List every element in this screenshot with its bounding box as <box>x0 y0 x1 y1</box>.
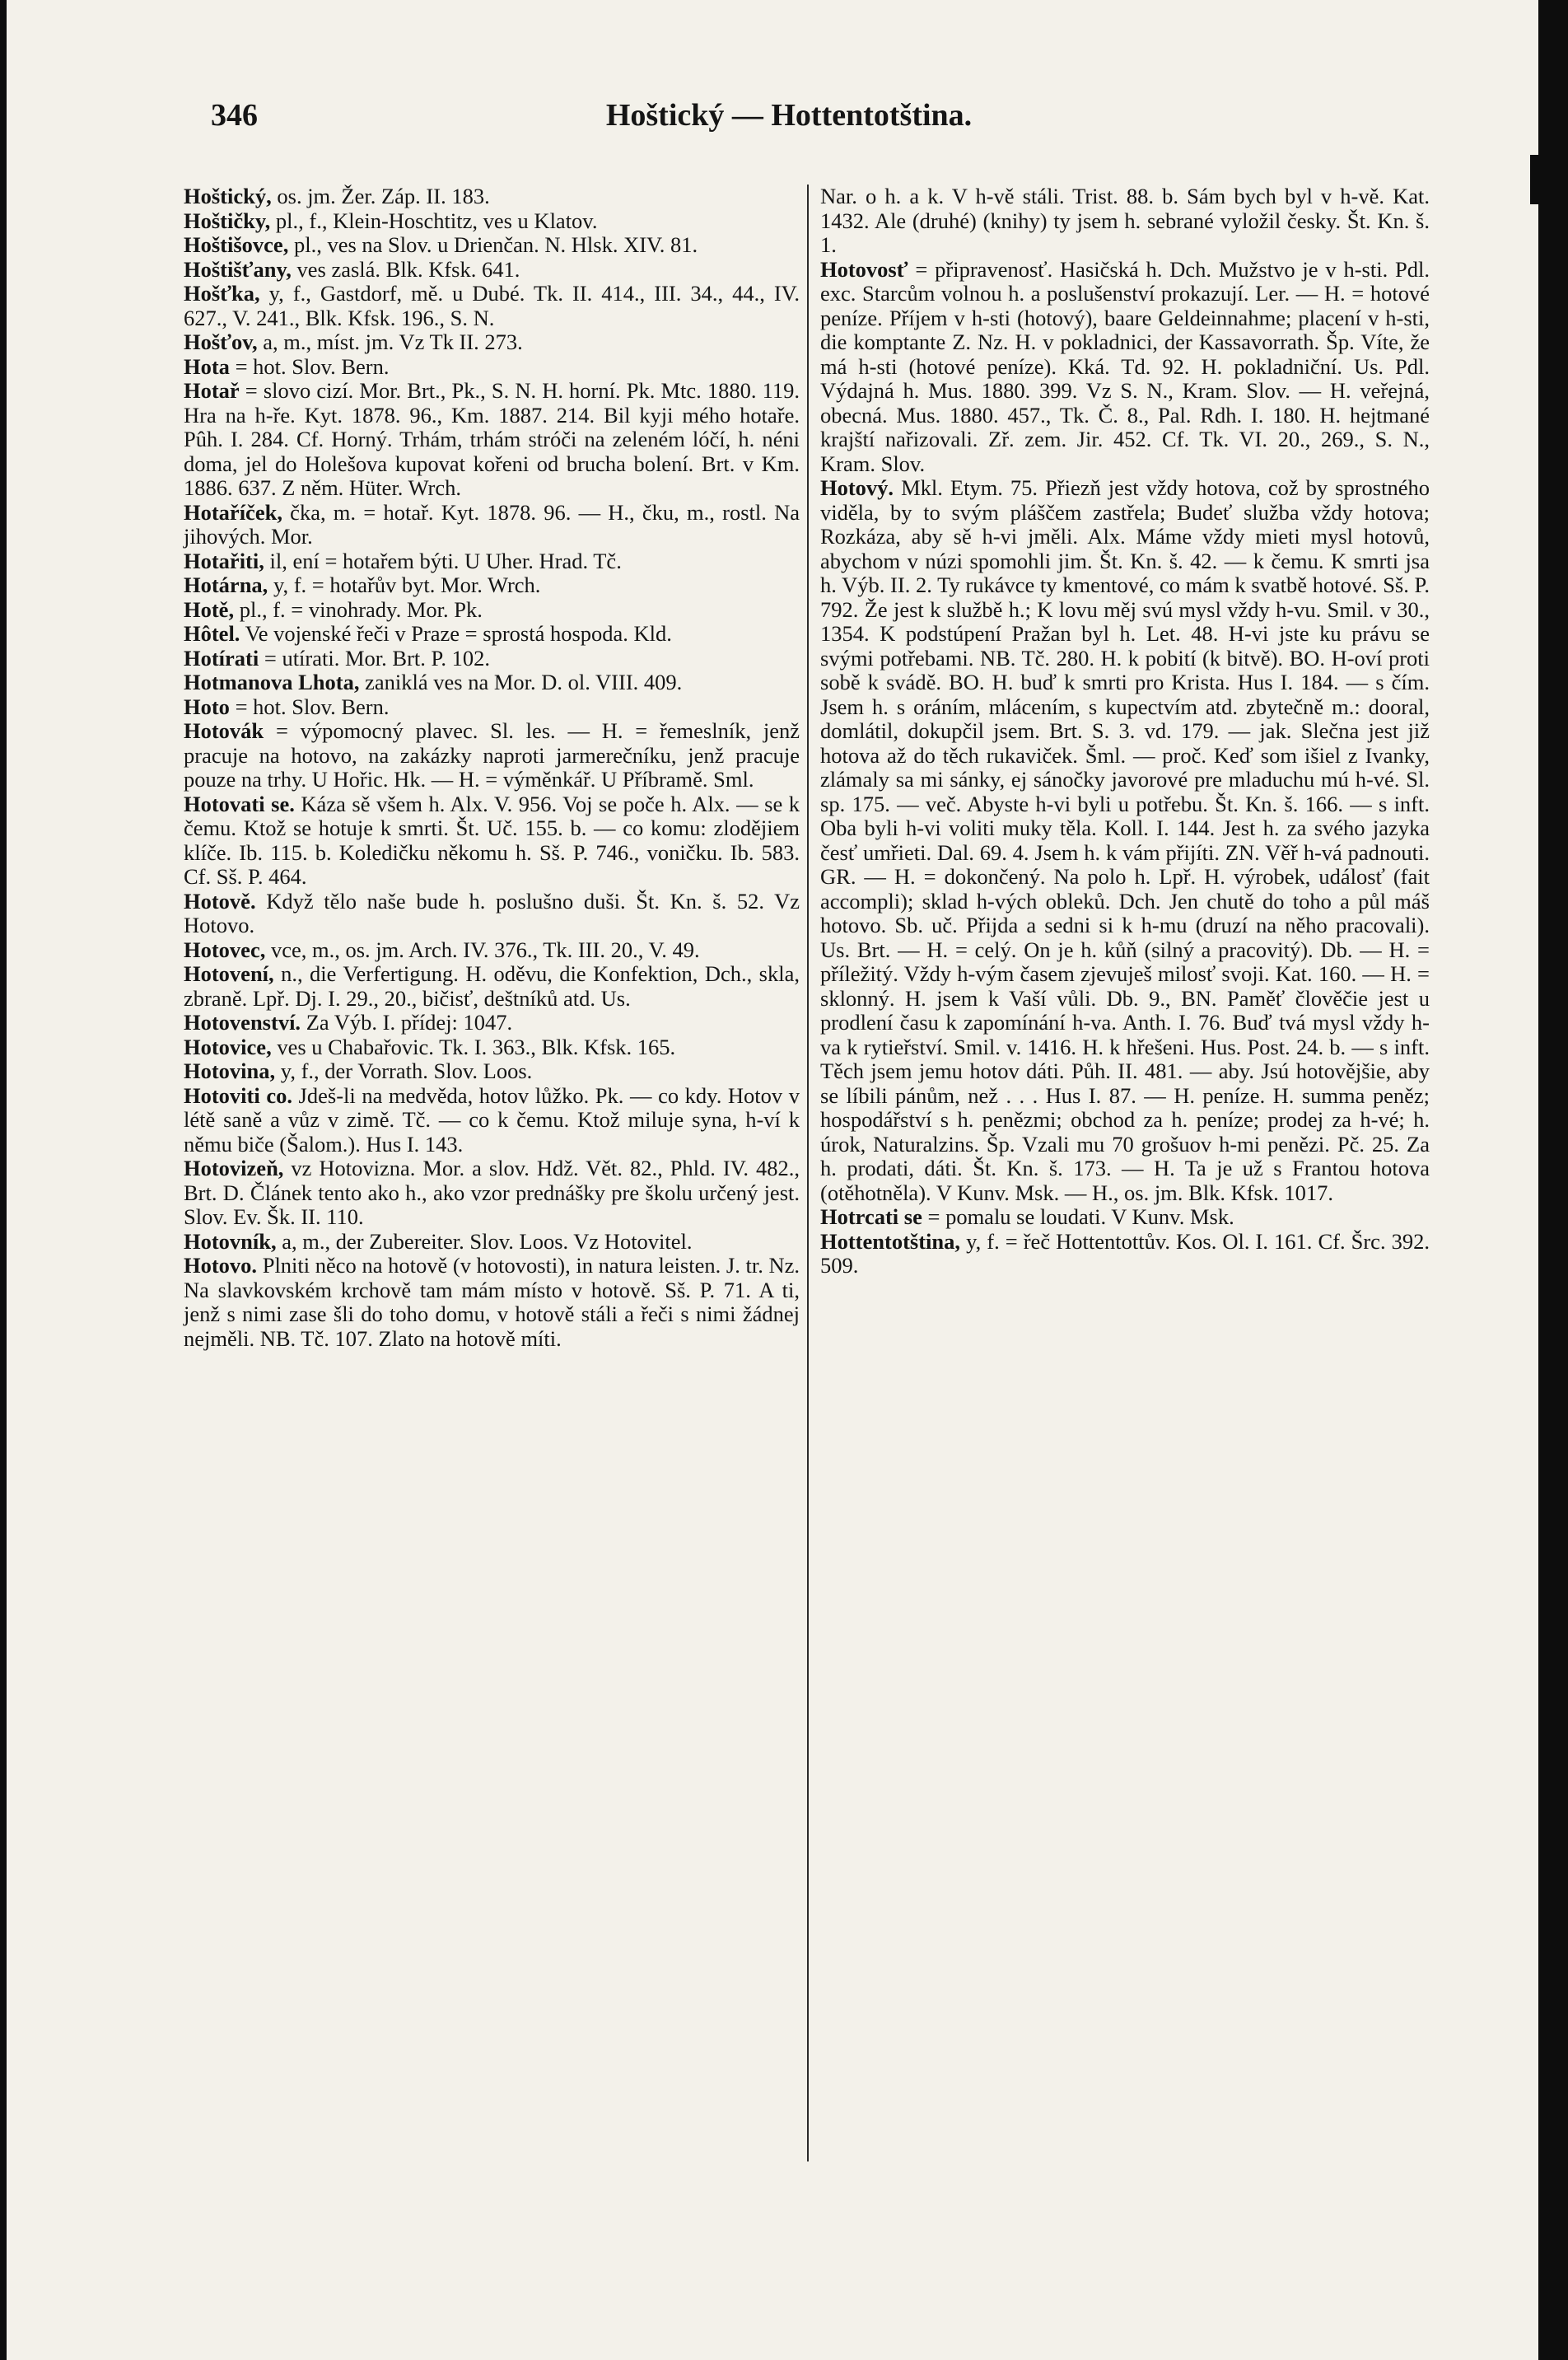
dictionary-page <box>7 0 1538 2360</box>
dictionary-entry <box>184 792 800 890</box>
entry-headword: Hotárna, <box>184 572 268 597</box>
entry-text: čka, m. = hotař. Kyt. 1878. 96. — H., čku, m., rostl. Na jihových. Mor. <box>184 499 800 549</box>
entry-text: il, ení = hotařem býti. U Uher. Hrad. Tč. <box>264 548 622 573</box>
entry-headword: Hotovice, <box>184 1034 272 1059</box>
entry-text: zaniklá ves na Mor. D. ol. VIII. 409. <box>359 670 683 694</box>
entry-headword: Hoštičky, <box>184 208 271 233</box>
page-title: Hoštický — Hottentotština. <box>605 98 973 133</box>
dictionary-entry <box>820 1230 1430 1278</box>
dictionary-entry <box>184 1035 800 1060</box>
page-number: 346 <box>211 98 258 133</box>
entry-headword: Hotovák <box>184 718 264 743</box>
left-column <box>184 185 800 1351</box>
entry-text: Jdeš-li na medvěda, hotov lůžko. Pk. — co kdy. Hotov v létě saně a vůz v zimě. Tč. — co k čemu. Ktož miluje syna, h-ví k němu biče (Šalom.). Hus I. 143. <box>184 1082 800 1157</box>
entry-text: Když tělo naše bude h. poslušno duši. Št. Kn. š. 52. Vz Hotovo. <box>184 888 800 937</box>
page-edge-mark <box>1530 155 1538 204</box>
entry-headword: Hotmanova Lhota, <box>184 670 360 694</box>
entry-text: y, f. = řeč Hottentottův. Kos. Ol. I. 161. Cf. Šrc. 392. 509. <box>820 1228 1430 1278</box>
entry-headword: Hošťka, <box>184 281 260 306</box>
entry-text: n., die Verfertigung. H. oděvu, die Konfektion, Dch., skla, zbraně. Lpř. Dj. I. 29., 20., bičisť, deštníků atd. Us. <box>184 961 800 1011</box>
dictionary-entry <box>184 647 800 671</box>
entry-text: ves zaslá. Blk. Kfsk. 641. <box>291 256 520 282</box>
entry-text: Káza sě všem h. Alx. V. 956. Voj se poče h. Alx. — se k čemu. Ktož se hotuje k smrti. Št. Uč. 155. b. — co komu: zlodějiem klíče. Ib. 115. b. Koledičku někomu h. Sš. P. 746., voničku. Ib. 583. Cf. Sš. P. 464. <box>184 791 800 889</box>
dictionary-entry <box>184 1230 800 1255</box>
entry-headword: Hoštický, <box>184 184 272 208</box>
entry-text: pl., f., Klein-Hoschtitz, ves u Klatov. <box>270 208 598 233</box>
dictionary-entry <box>184 549 800 574</box>
entry-text: ves u Chabařovic. Tk. I. 363., Blk. Kfsk. 165. <box>271 1034 676 1059</box>
entry-headword: Hotovec, <box>184 937 266 962</box>
dictionary-entry <box>820 185 1430 258</box>
entry-text: os. jm. Žer. Záp. II. 183. <box>271 184 490 208</box>
entry-text: vz Hotovizna. Mor. a slov. Hdž. Vět. 82., Phld. IV. 482., Brt. D. Článek tento ako h., ako vzor prednášky pre školu určený jest. Slov. Ev. Šk. II. 110. <box>184 1156 800 1229</box>
entry-text: = utírati. Mor. Brt. P. 102. <box>259 645 490 671</box>
entry-text: = pomalu se loudati. V Kunv. Msk. <box>922 1204 1234 1229</box>
entry-text: Za Výb. I. přídej: 1047. <box>301 1010 513 1035</box>
dictionary-entry <box>184 1011 800 1035</box>
dictionary-entry <box>184 282 800 330</box>
dictionary-entry <box>184 573 800 598</box>
dictionary-entry <box>184 1084 800 1157</box>
entry-headword: Hota <box>184 353 230 379</box>
dictionary-entry <box>184 962 800 1011</box>
dictionary-entry <box>184 209 800 234</box>
entry-text: = hot. Slov. Bern. <box>229 353 390 379</box>
entry-headword: Hoštišťany, <box>184 256 292 282</box>
entry-text: Ve vojenské řeči v Praze = sprostá hospoda. Kld. <box>240 621 672 646</box>
entry-headword: Hotovo. <box>184 1253 258 1278</box>
entry-text: pl., f. = vinohrady. Mor. Pk. <box>234 596 483 622</box>
column-divider <box>807 185 809 2161</box>
entry-headword: Hotírati <box>184 645 259 671</box>
entry-headword: Hošťov, <box>184 329 258 354</box>
dictionary-entry <box>184 233 800 258</box>
entry-headword: Hôtel. <box>184 621 240 646</box>
entry-headword: Hotoviti co. <box>184 1082 292 1108</box>
entry-text: Plniti něco na hotově (v hotovosti), in natura leisten. J. tr. Nz. Na slavkovském krchově tam mám místo v hotově. Sš. P. 71. A ti, jenž s nimi zase šli do toho domu, v hotově stáli a řeči s nimi žádnej nejměli. NB. Tč. 107. Zlato na hotově míti. <box>184 1253 800 1351</box>
entry-text: y, f., Gastdorf, mě. u Dubé. Tk. II. 414., III. 34., 44., IV. 627., V. 241., Blk. Kfsk. 196., S. N. <box>184 281 800 330</box>
entry-headword: Hotový. <box>820 475 894 500</box>
entry-headword: Hotovizeň, <box>184 1156 284 1180</box>
entry-headword: Hotař <box>184 378 240 403</box>
entry-text: = hot. Slov. Bern. <box>229 694 390 719</box>
entry-headword: Hotovati se. <box>184 791 295 816</box>
dictionary-entry <box>184 938 800 963</box>
dictionary-entry <box>184 1157 800 1230</box>
right-column <box>820 185 1430 1278</box>
entry-headword: Hotovosť <box>820 256 908 282</box>
dictionary-entry <box>184 501 800 549</box>
dictionary-entry <box>184 1254 800 1351</box>
entry-text: = připravenosť. Hasičská h. Dch. Mužstvo je v h-sti. Pdl. exc. Starcům volnou h. a poslušenství prokazují. Ler. — H. = hotové peníze. Příjem v h-sti (hotový), baare Geldeinnahme; placení v h-sti, die komptante Z. Nz. H. v pokladnici, der Kassavorrath. Šp. Víte, že má h-sti (hotové peníze). Kká. Td. 92. H. pokladniční. Us. Pdl. Výdajná h. Mus. 1880. 399. Vz S. N., Kram. Slov. — H. veřejná, obecná. Mus. 1880. 457., Tk. Č. 8., Pal. Rdh. I. 180. H. hejtmané krajští nařizovali. Zř. zem. Jir. 452. Cf. Tk. VI. 20., 269., S. N., Kram. Slov. <box>820 256 1430 476</box>
dictionary-entry <box>184 719 800 792</box>
entry-headword: Hotovenství. <box>184 1010 301 1035</box>
dictionary-entry <box>184 185 800 209</box>
entry-headword: Hoštišovce, <box>184 232 289 257</box>
entry-headword: Hotovina, <box>184 1058 276 1083</box>
dictionary-entry <box>184 258 800 283</box>
entry-text: a, m., míst. jm. Vz Tk II. 273. <box>257 329 523 354</box>
entry-headword: Hoto <box>184 694 230 719</box>
entry-headword: Hotově. <box>184 888 256 914</box>
entry-text: a, m., der Zubereiter. Slov. Loos. Vz Hotovitel. <box>276 1228 693 1254</box>
entry-text: Nar. o h. a k. V h-vě stáli. Trist. 88. b. Sám bych byl v h-vě. Kat. 1432. Ale (druhé) (knihy) ty jsem h. sebrané vyložil česky. Št. Kn. š. 1. <box>820 184 1430 257</box>
dictionary-entry <box>184 598 800 623</box>
dictionary-entry <box>820 476 1430 1205</box>
dictionary-entry <box>184 622 800 647</box>
entry-text: = výpomocný plavec. Sl. les. — H. = řemeslník, jenž pracuje na hotovo, na zakázky naproti jarmerečníku, jenž pracuje pouze na trhy. U Hořic. Hk. — H. = výměnkář. U Příbramě. Sml. <box>184 718 800 792</box>
entry-text: y, f. = hotařův byt. Mor. Wrch. <box>268 572 541 597</box>
entry-headword: Hotovník, <box>184 1228 277 1254</box>
entry-text: pl., ves na Slov. u Drienčan. N. Hlsk. XIV. 81. <box>288 232 698 257</box>
entry-text: vce, m., os. jm. Arch. IV. 376., Tk. III. 20., V. 49. <box>265 937 700 962</box>
dictionary-entry <box>184 671 800 695</box>
dictionary-entry <box>184 355 800 380</box>
dictionary-entry <box>184 1059 800 1084</box>
dictionary-entry <box>184 330 800 355</box>
entry-headword: Hottentotština, <box>820 1228 961 1254</box>
running-head <box>7 97 1538 147</box>
dictionary-entry <box>184 695 800 720</box>
entry-headword: Hotě, <box>184 596 235 622</box>
entry-headword: Hotařiti, <box>184 548 264 573</box>
dictionary-entry <box>184 890 800 938</box>
entry-text: Mkl. Etym. 75. Přiezň jest vždy hotova, což by sprostného viděla, by to svým pláščem zastřela; Budeť služba vždy hotova; Rozkáza, aby sě h-vi jměli. Alx. Máme vždy mieti mysl hotovů, abychom v núzi spomohli jim. Št. Kn. š. 42. — k čemu. K smrti jsa h. Výb. II. 2. Ty rukávce ty kmentové, co mám k svatbě hotové. Sš. P. 792. Že jest k službě h.; K lovu měj svú mysl vždy h-vu. Smil. v 30., 1354. K podstúpení Pražan byl h. Let. 48. H-vi jste ku právu se svými potřebami. NB. Tč. 280. H. k pobití (k bitvě). BO. H-oví proti sobě k svádě. BO. H. buď k smrti pro Krista. Hus I. 184. — s čím. Jsem h. s oráním, mlácením, s kupectvím atd. zbytečně m.: dooral, domlátil, dokupčil jsem. Brt. S. 3. vd. 179. — jak. Slečna jest již hotova až do těch rukaviček. Šml. — proč. Keď som išiel z Ivanky, zlámaly sa mi sánky, ej sánočky javorové pre mladuchu mú h-vé. Sl. sp. 175. — več. Abyste h-vi byli u potřebu. Št. Kn. š. 166. — s inft. Oba byli h-vi voliti muky těla. Koll. I. 144. Jest h. za svého jazyka česť umřieti. Dal. 69. 4. Jsem h. k vám přijíti. ZN. Věř h-vá padnouti. GR. — H. = dokončený. Na polo h. Lpř. H. výrobek, událosť (fait accompli); sklad h-vých obleků. Dch. Jen chutě do toho a půl máš hotovo. Sb. uč. Přijda a sedni si k h-mu (druzí na něho pracovali). Us. Brt. — H. = celý. On je h. kůň (silný a pracovitý). Db. — H. = příležitý. Vždy h-vým časem zjevuješ milosť svoji. Kat. 160. — H. = sklonný. H. jsem k Vaší vůli. Db. 9., BN. Paměť člověčie jest u prodlení času k zapomínání h-va. Anth. I. 76. Buď tvá mysl vždy h-va k rytieřství. Smil. v. 1416. H. k hřešeni. Hus. Post. 24. b. — s inft. Těch jsem jemu hotov dáti. Půh. II. 481. — aby. Jsú hotovějšie, aby se líbili pánům, než . . . Hus I. 87. — H. peníze. H. summa peněz; hospodářství s h. penězmi; obchod za h. peníze; prodej za h-vé; h. úrok, Naturalzins. Šp. Vzali mu 70 grošuov h-mi penězi. Pč. 25. Za h. prodati, dáti. Št. Kn. š. 173. — H. Ta je už s Frantou hotova (otěhotněla). V Kunv. Msk. — H., os. jm. Blk. Kfsk. 1017. <box>820 475 1430 1205</box>
entry-headword: Hotrcati se <box>820 1204 922 1229</box>
dictionary-entry <box>184 379 800 501</box>
entry-text: = slovo cizí. Mor. Brt., Pk., S. N. H. horní. Pk. Mtc. 1880. 119. Hra na h-ře. Kyt. 1878. 96., Km. 1887. 214. Bil kyji mého hotaře. Pûh. I. 284. Cf. Horný. Trhám, trhám stróči na zeleném lóčí, h. néni doma, jel do Holešova kupovat kořeni od brucha bolení. Brt. v Km. 1886. 637. Z něm. Hüter. Wrch. <box>184 378 800 500</box>
entry-text: y, f., der Vorrath. Slov. Loos. <box>275 1058 533 1083</box>
entry-headword: Hotovení, <box>184 961 274 986</box>
dictionary-entry <box>820 1205 1430 1230</box>
dictionary-entry <box>820 258 1430 477</box>
entry-headword: Hotaříček, <box>184 499 282 525</box>
